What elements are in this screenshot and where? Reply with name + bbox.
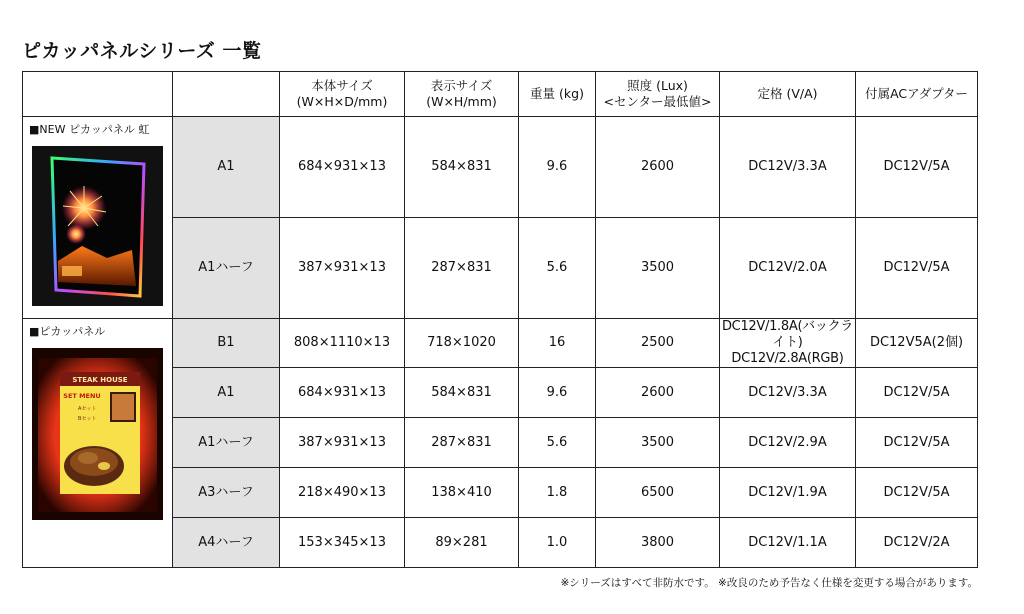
lux-cell: 6500	[596, 468, 720, 518]
weight-cell: 5.6	[519, 218, 596, 319]
header-lux: 照度 (Lux) <センター最低値>	[596, 72, 720, 117]
header-rating: 定格 (V/A)	[720, 72, 856, 117]
page-title: ピカッパネルシリーズ 一覧	[22, 40, 262, 62]
adapter-cell: DC12V/5A	[856, 368, 978, 418]
lux-cell: 2600	[596, 368, 720, 418]
body-size-cell: 218×490×13	[280, 468, 405, 518]
weight-cell: 16	[519, 319, 596, 368]
weight-cell: 9.6	[519, 117, 596, 218]
header-body-size: 本体サイズ (W×H×D/mm)	[280, 72, 405, 117]
rating-cell: DC12V/1.1A	[720, 518, 856, 568]
poster-brand: STEAK HOUSE	[72, 376, 128, 384]
rainbow-panel-image	[32, 146, 163, 306]
adapter-cell: DC12V/5A	[856, 218, 978, 319]
model-cell: A1	[173, 117, 280, 218]
footnote: ※シリーズはすべて非防水です。 ※改良のため予告なく仕様を変更する場合があります。	[560, 577, 978, 589]
display-size-cell: 287×831	[405, 418, 519, 468]
group-label: ■ピカッパネル	[29, 325, 106, 338]
spec-table	[22, 71, 978, 568]
adapter-cell: DC12V/5A	[856, 468, 978, 518]
model-cell: A4ハーフ	[173, 518, 280, 568]
model-cell: A1	[173, 368, 280, 418]
weight-cell: 1.0	[519, 518, 596, 568]
rating-cell: DC12V/2.9A	[720, 418, 856, 468]
header-model-col	[173, 72, 280, 117]
header-image-col	[23, 72, 173, 117]
header-adapter: 付属ACアダプター	[856, 72, 978, 117]
adapter-cell: DC12V5A(2個)	[856, 319, 978, 368]
lux-cell: 2600	[596, 117, 720, 218]
poster-set-b: Bセット	[78, 416, 97, 422]
model-cell: B1	[173, 319, 280, 368]
body-size-cell: 684×931×13	[280, 368, 405, 418]
menu-panel-image	[32, 348, 163, 520]
display-size-cell: 718×1020	[405, 319, 519, 368]
adapter-cell: DC12V/5A	[856, 418, 978, 468]
rating-cell: DC12V/3.3A	[720, 117, 856, 218]
rating-cell: DC12V/2.0A	[720, 218, 856, 319]
rating-line: DC12V/2.8A(RGB)	[731, 351, 844, 366]
adapter-cell: DC12V/2A	[856, 518, 978, 568]
weight-cell: 9.6	[519, 368, 596, 418]
model-cell: A1ハーフ	[173, 218, 280, 319]
table-row	[23, 319, 978, 368]
weight-cell: 5.6	[519, 418, 596, 468]
weight-cell: 1.8	[519, 468, 596, 518]
body-size-cell: 387×931×13	[280, 418, 405, 468]
lux-cell: 3500	[596, 418, 720, 468]
model-cell: A3ハーフ	[173, 468, 280, 518]
poster-menu: SET MENU	[63, 392, 101, 400]
header-row	[23, 72, 978, 117]
poster-set-a: Aセット	[78, 406, 97, 412]
group-cell-rainbow	[23, 117, 173, 319]
lux-cell: 2500	[596, 319, 720, 368]
rating-cell: DC12V/3.3A	[720, 368, 856, 418]
header-display-size: 表示サイズ (W×H/mm)	[405, 72, 519, 117]
rating-line: DC12V/1.8A(バックライト)	[721, 319, 854, 350]
display-size-cell: 287×831	[405, 218, 519, 319]
display-size-cell: 584×831	[405, 117, 519, 218]
lux-cell: 3800	[596, 518, 720, 568]
table-row	[23, 117, 978, 218]
body-size-cell: 153×345×13	[280, 518, 405, 568]
group-label: ■NEW ピカッパネル 虹	[29, 123, 150, 136]
adapter-cell: DC12V/5A	[856, 117, 978, 218]
group-cell-standard	[23, 319, 173, 568]
body-size-cell: 684×931×13	[280, 117, 405, 218]
model-cell: A1ハーフ	[173, 418, 280, 468]
display-size-cell: 89×281	[405, 518, 519, 568]
display-size-cell: 138×410	[405, 468, 519, 518]
rating-cell: DC12V/1.9A	[720, 468, 856, 518]
body-size-cell: 387×931×13	[280, 218, 405, 319]
rating-cell	[720, 319, 856, 368]
header-weight: 重量 (kg)	[519, 72, 596, 117]
display-size-cell: 584×831	[405, 368, 519, 418]
body-size-cell: 808×1110×13	[280, 319, 405, 368]
lux-cell: 3500	[596, 218, 720, 319]
